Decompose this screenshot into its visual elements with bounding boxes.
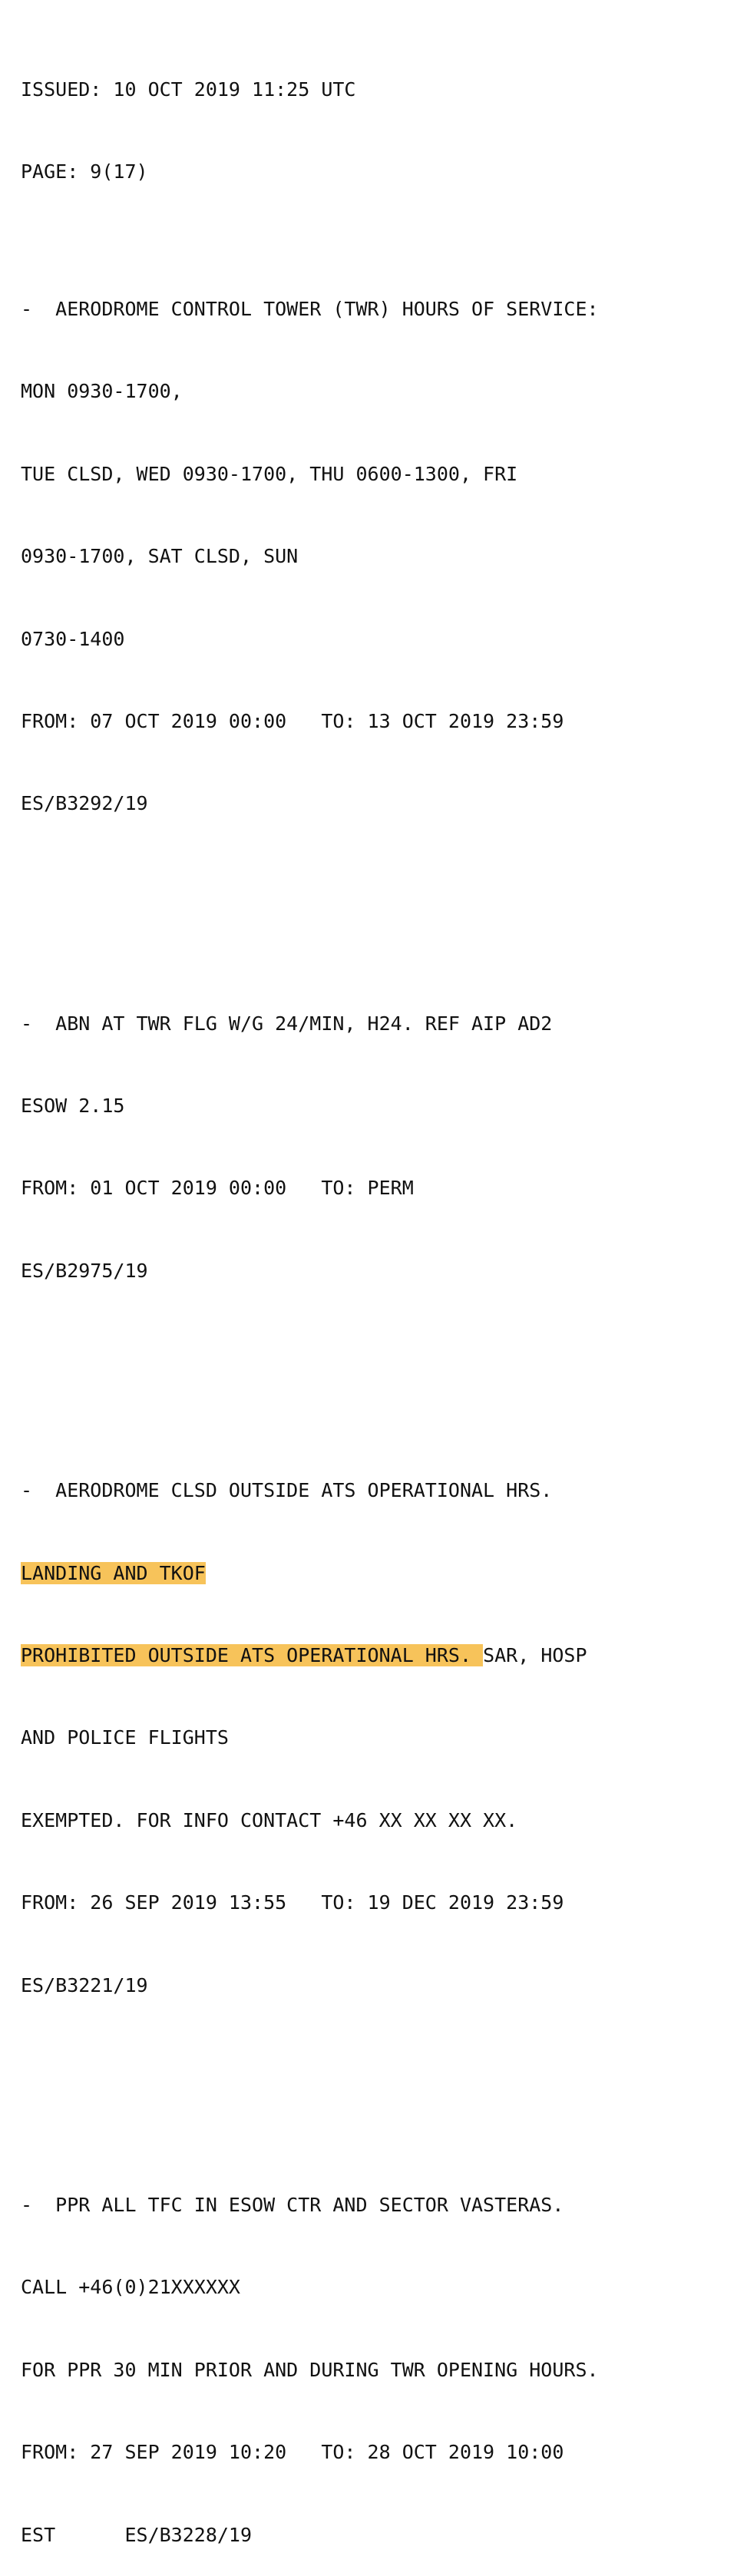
notam-1-line-5: 0730-1400 (21, 627, 125, 650)
notam-1-line-4: 0930-1700, SAT CLSD, SUN (21, 545, 299, 568)
spacer (21, 873, 727, 900)
notam-3-validity: FROM: 26 SEP 2019 13:55 TO: 19 DEC 2019 23:59 (21, 1891, 564, 1914)
notam-1-line-3: TUE CLSD, WED 0930-1700, THU 0600-1300, FRI (21, 462, 518, 485)
spacer (21, 1339, 727, 1367)
notam-1-line-2: MON 0930-1700, (21, 380, 183, 403)
notam-3-line-4: AND POLICE FLIGHTS (21, 1726, 229, 1749)
notam-3-id: ES/B3221/19 (21, 1973, 148, 1996)
notam-4-line-3: FOR PPR 30 MIN PRIOR AND DURING TWR OPENING HOURS. (21, 2358, 599, 2381)
notam-2-validity: FROM: 01 OCT 2019 00:00 TO: PERM (21, 1177, 414, 1200)
highlighted-text: PROHIBITED OUTSIDE ATS OPERATIONAL HRS. (21, 1644, 484, 1667)
notam-1-id: ES/B3292/19 (21, 792, 148, 815)
issued-line: ISSUED: 10 OCT 2019 11:25 UTC (21, 78, 356, 101)
notam-4-id: EST ES/B3228/19 (21, 2523, 253, 2546)
notam-3-line-3-rest: SAR, HOSP (483, 1644, 587, 1667)
notam-3-line-5: EXEMPTED. FOR INFO CONTACT +46 XX XX XX XX. (21, 1808, 518, 1831)
notam-1-line-1: - AERODROME CONTROL TOWER (TWR) HOURS OF SERVICE: (21, 297, 599, 320)
notam-2-line-2: ESOW 2.15 (21, 1095, 125, 1118)
page-number: PAGE: 9(17) (21, 160, 148, 183)
notam-1-validity: FROM: 07 OCT 2019 00:00 TO: 13 OCT 2019 23:59 (21, 709, 564, 732)
spacer (21, 2054, 727, 2082)
highlighted-text: LANDING AND TKOF (21, 1561, 206, 1584)
notam-2-id: ES/B2975/19 (21, 1259, 148, 1282)
notam-4-line-1: - PPR ALL TFC IN ESOW CTR AND SECTOR VASTERAS. (21, 2193, 564, 2216)
notam-3-line-1: - AERODROME CLSD OUTSIDE ATS OPERATIONAL HRS. (21, 1479, 553, 1502)
notam-3-line-3 (21, 1642, 727, 1669)
notam-4-line-2: CALL +46(0)21XXXXXX (21, 2276, 240, 2299)
notam-document (21, 21, 727, 2576)
notam-2-line-1: - ABN AT TWR FLG W/G 24/MIN, H24. REF AIP AD2 (21, 1012, 553, 1035)
notam-3-line-2 (21, 1560, 727, 1587)
notam-4-validity: FROM: 27 SEP 2019 10:20 TO: 28 OCT 2019 10:00 (21, 2441, 564, 2464)
